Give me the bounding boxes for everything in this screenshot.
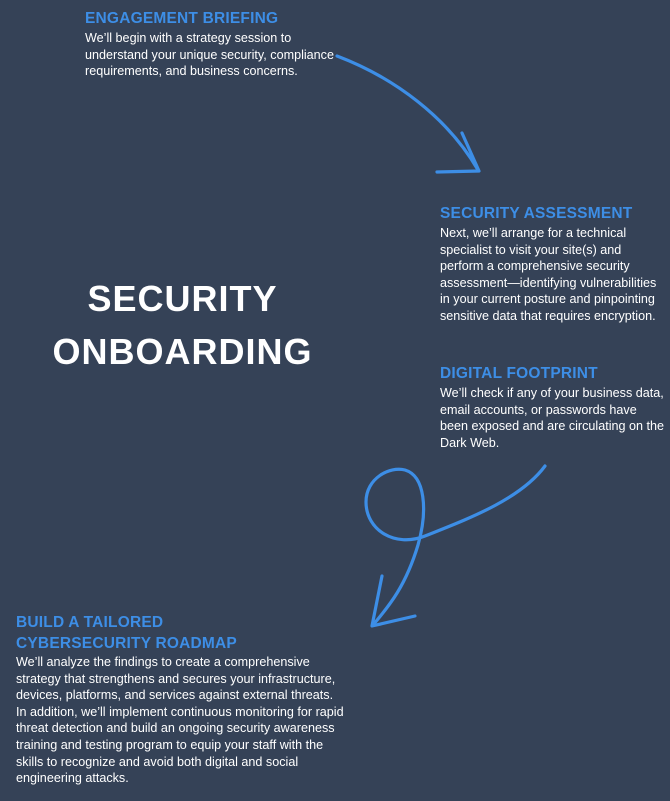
- step-description: We’ll check if any of your business data, email accounts, or passwords have been exposed and are circulating on the Dark Web.: [440, 386, 665, 450]
- page-title-line: SECURITY: [87, 278, 278, 319]
- step-title: DIGITAL FOOTPRINT: [440, 365, 598, 382]
- step-engagement-briefing: [85, 8, 335, 80]
- page-title: [30, 272, 335, 378]
- step-title-line: CYBERSECURITY ROADMAP: [16, 635, 237, 652]
- step-title: ENGAGEMENT BRIEFING: [85, 10, 279, 27]
- step-description: We’ll analyze the findings to create a comprehensive strategy that strengthens and secures your infrastructure, devices, platforms, and services against external threats. In addition, we’ll implement continuous monitoring for rapid threat detection and build an ongoing security awareness training and testing program to equip your staff with the skills to recognize and avoid both digital and social engineering attacks.: [16, 655, 344, 786]
- step-title: SECURITY ASSESSMENT: [440, 205, 633, 222]
- curved-arrow-icon: [337, 56, 479, 172]
- step-description: Next, we’ll arrange for a technical specialist to visit your site(s) and perform a comprehensive security assessment—identifying vulnerabilities in your current posture and pinpointing sensitive data that requires encryption.: [440, 226, 657, 323]
- step-digital-footprint: [440, 363, 665, 451]
- step-security-assessment: [440, 203, 668, 325]
- loop-arrow-icon: [366, 466, 545, 626]
- step-description: We’ll begin with a strategy session to understand your unique security, compliance requirements, and business concerns.: [85, 31, 334, 79]
- step-title-line: BUILD A TAILORED: [16, 614, 164, 631]
- step-cybersecurity-roadmap: [16, 612, 346, 787]
- page-title-line: ONBOARDING: [52, 331, 313, 372]
- step-title: [16, 612, 346, 654]
